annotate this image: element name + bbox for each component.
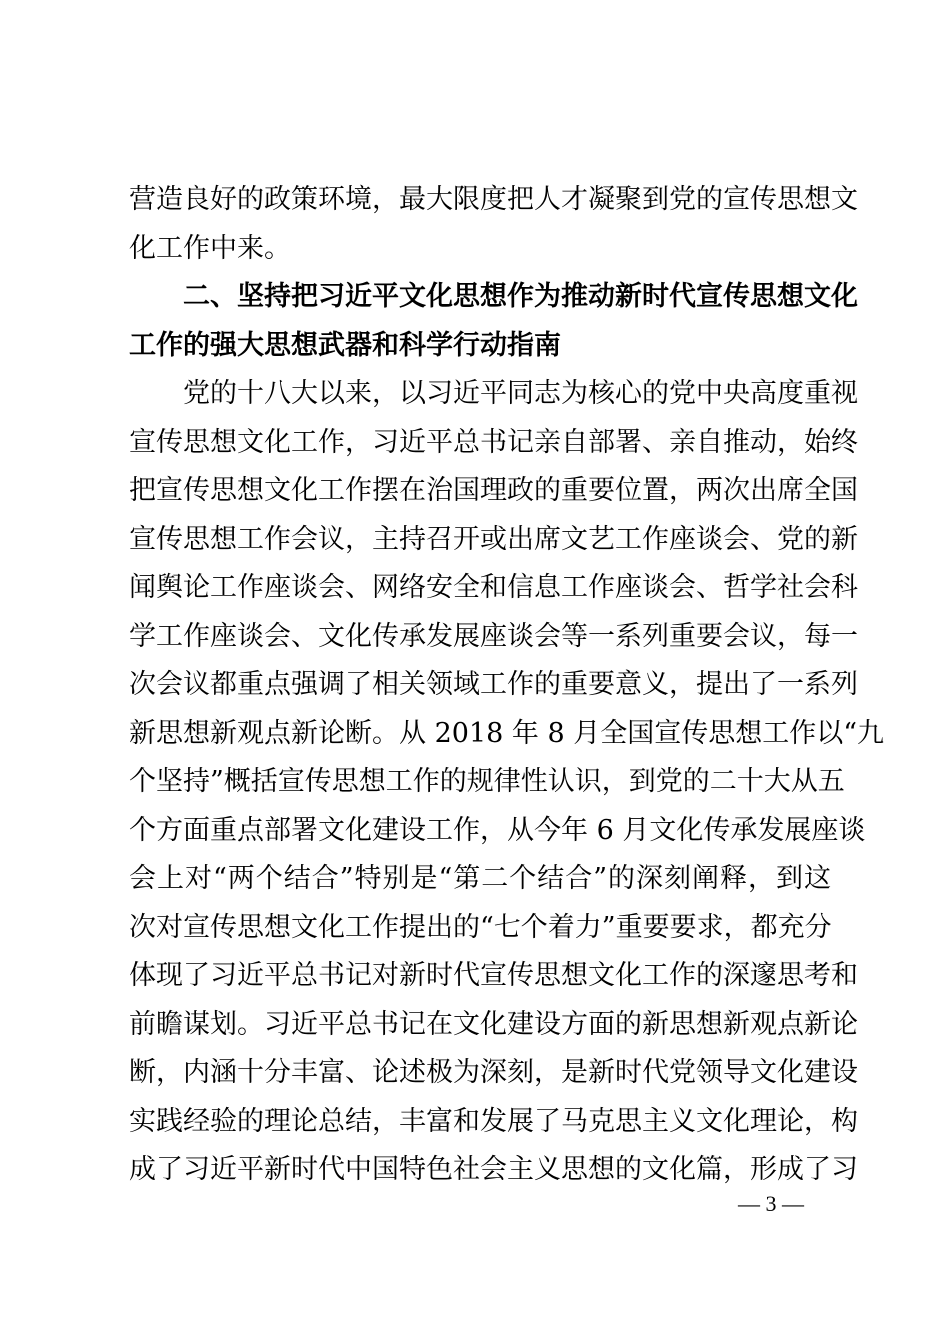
paragraph-line: 实践经验的理论总结，丰富和发展了马克思主义文化理论，构: [129, 1105, 858, 1137]
body-text: [129, 176, 885, 1195]
paragraph-line: 个坚持”概括宣传思想工作的规律性认识，到党的二十大从五: [129, 766, 845, 797]
paragraph-line: 断，内涵十分丰富、论述极为深刻，是新时代党领导文化建设: [129, 1057, 858, 1088]
paragraph-line: 宣传思想文化工作，习近平总书记亲自部署、亲自推动，始终: [129, 426, 858, 458]
paragraph-line: 新思想新观点新论断。从 2018 年 8 月全国宣传思想工作以“九: [129, 717, 885, 749]
paragraph-line: 次会议都重点强调了相关领域工作的重要意义，提出了一系列: [129, 669, 858, 700]
section-heading-line: 二、坚持把习近平文化思想作为推动新时代宣传思想文化: [183, 281, 858, 312]
section-heading-line: 工作的强大思想武器和科学行动指南: [129, 329, 561, 361]
paragraph-line: 次对宣传思想文化工作提出的“七个着力”重要要求，都充分: [129, 911, 832, 943]
page-number: — 3 —: [738, 1191, 804, 1216]
paragraph-line: 营造良好的政策环境，最大限度把人才凝聚到党的宣传思想文: [129, 184, 858, 215]
paragraph-line: 个方面重点部署文化建设工作，从今年 6 月文化传承发展座谈: [129, 814, 866, 846]
paragraph-line: 把宣传思想文化工作摆在治国理政的重要位置，两次出席全国: [129, 475, 858, 506]
paragraph-line: 化工作中来。: [129, 232, 291, 264]
paragraph-line: 党的十八大以来，以习近平同志为核心的党中央高度重视: [183, 378, 858, 409]
paragraph-line: 学工作座谈会、文化传承发展座谈会等一系列重要会议，每一: [129, 620, 858, 652]
paragraph-line: 前瞻谋划。习近平总书记在文化建设方面的新思想新观点新论: [129, 1008, 858, 1040]
paragraph-line: 宣传思想工作会议，主持召开或出席文艺工作座谈会、党的新: [129, 523, 858, 555]
paragraph-line: 体现了习近平总书记对新时代宣传思想文化工作的深邃思考和: [129, 960, 858, 991]
paragraph-line: 闻舆论工作座谈会、网络安全和信息工作座谈会、哲学社会科: [129, 572, 858, 603]
paragraph-line: 会上对“两个结合”特别是“第二个结合”的深刻阐释，到这: [129, 863, 831, 894]
paragraph-line: 成了习近平新时代中国特色社会主义思想的文化篇，形成了习: [129, 1154, 858, 1185]
